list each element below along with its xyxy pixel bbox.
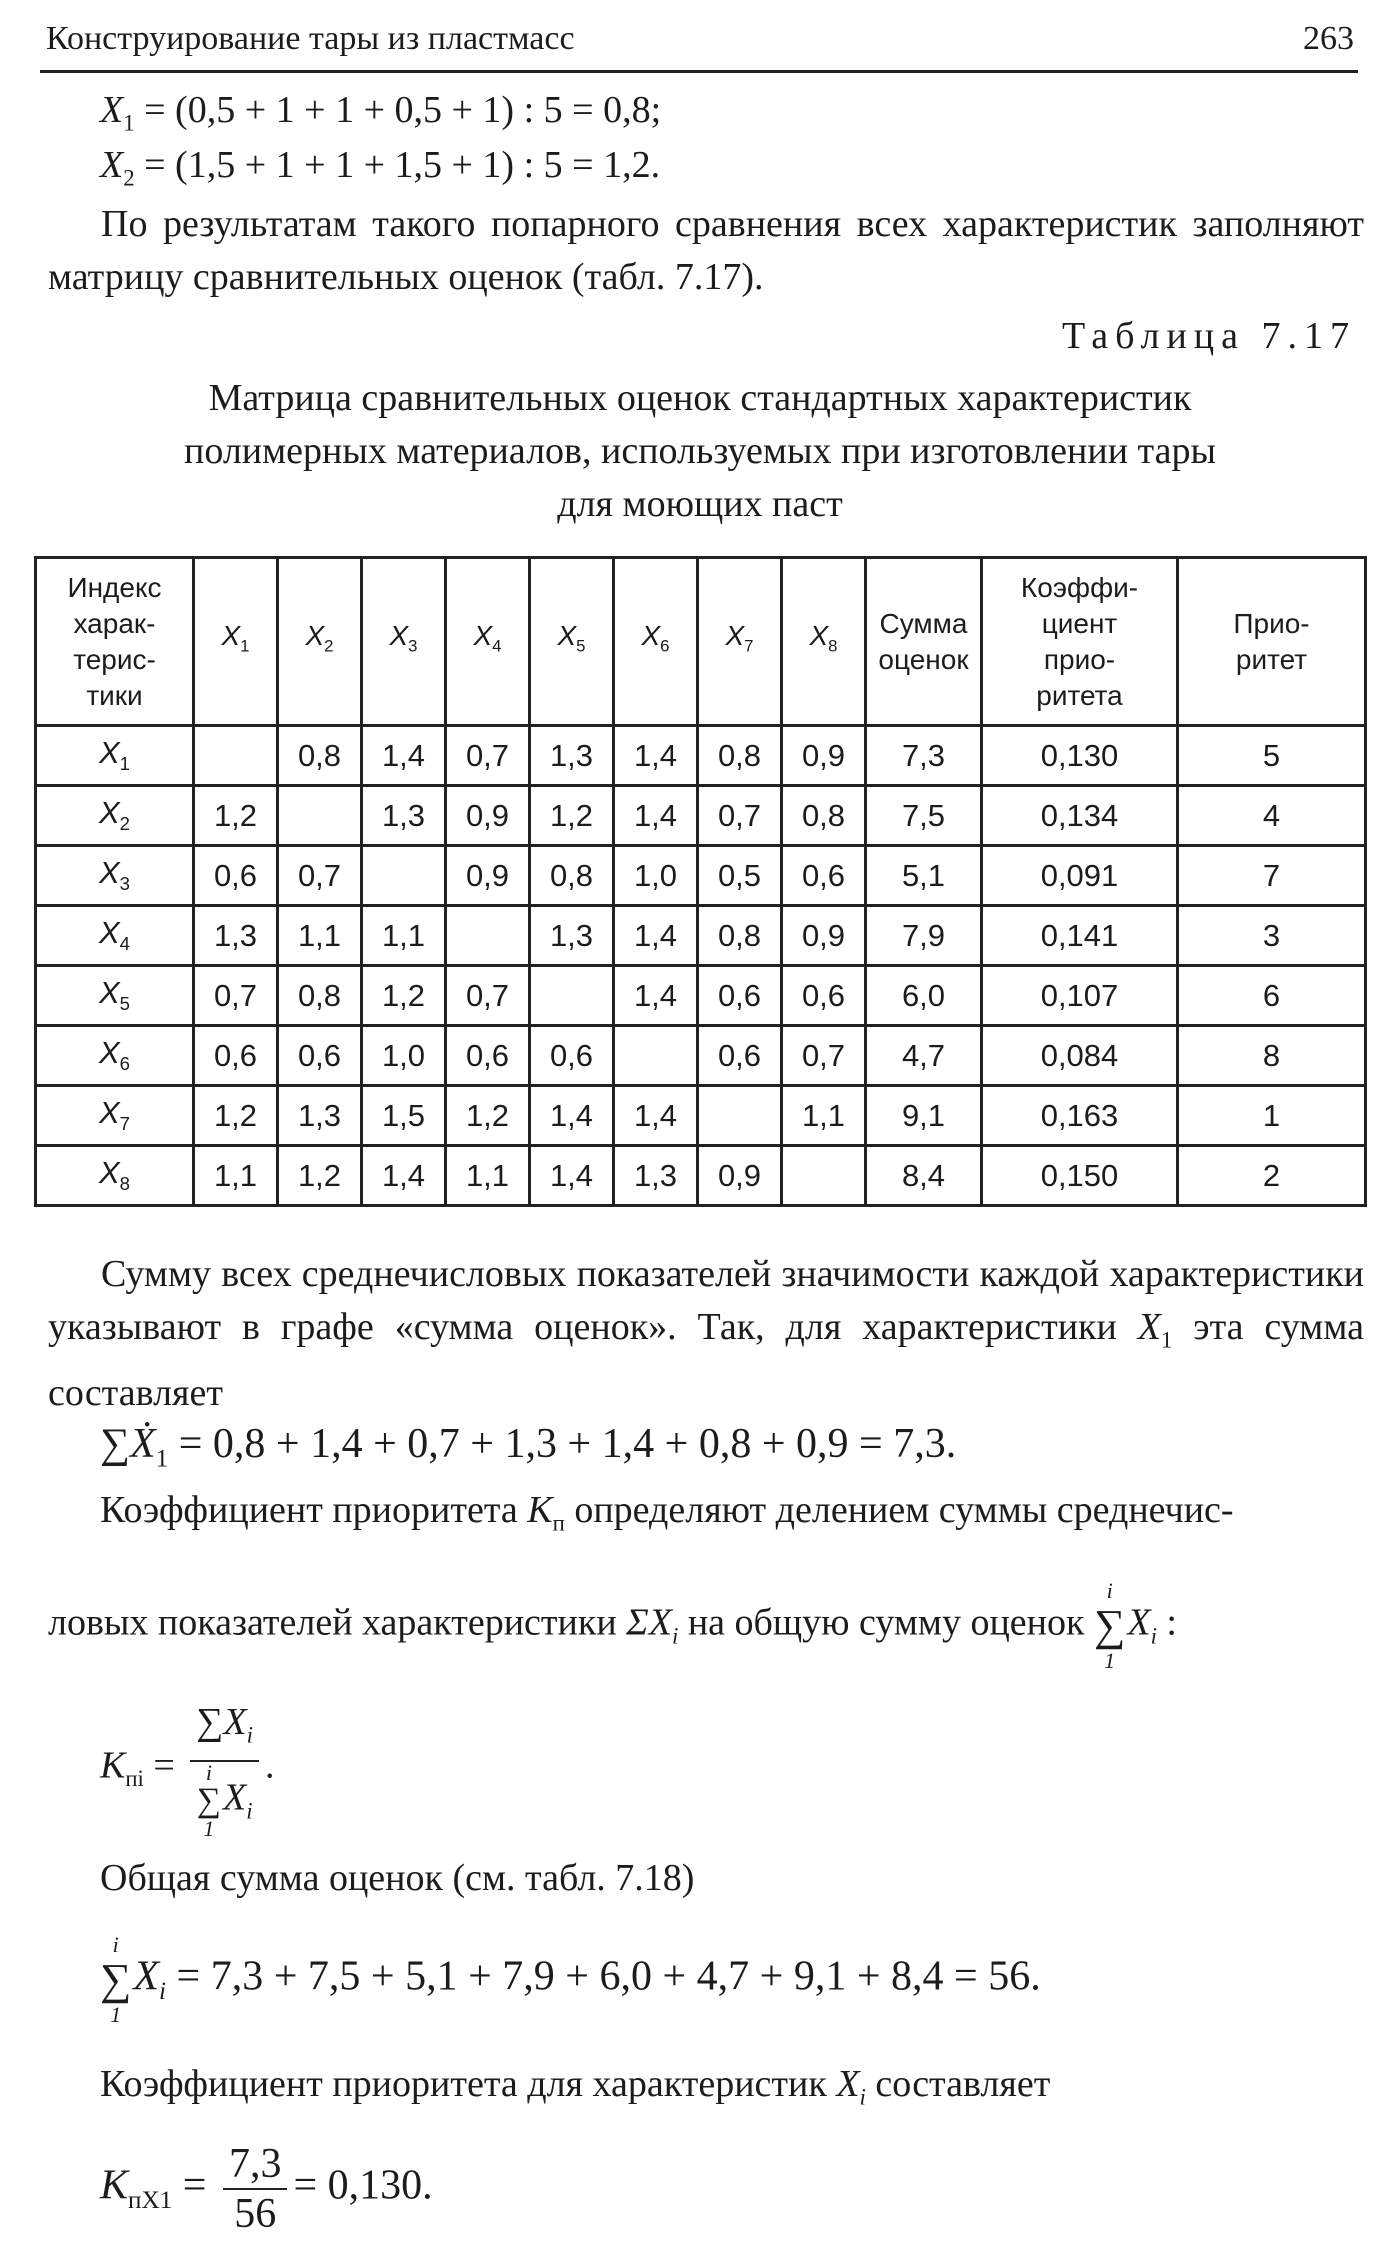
matrix-cell: 1,3 xyxy=(362,786,446,846)
matrix-cell: 0,9 xyxy=(782,726,866,786)
matrix-cell: 0,8 xyxy=(530,846,614,906)
coefficient-text: Коэффициент приоритета для характеристик $X_i$ составляет xyxy=(100,2063,1051,2110)
matrix-cell: 1,3 xyxy=(194,906,278,966)
matrix-cell: 0,6 xyxy=(194,846,278,906)
prio-cell: 3 xyxy=(1178,906,1366,966)
prio-cell: 4 xyxy=(1178,786,1366,846)
coef-cell: 0,130 xyxy=(982,726,1178,786)
matrix-cell: 1,1 xyxy=(362,906,446,966)
sum-cell: 9,1 xyxy=(866,1086,982,1146)
coef-cell: 0,150 xyxy=(982,1146,1178,1206)
matrix-cell: 1,1 xyxy=(278,906,362,966)
matrix-cell: 1,2 xyxy=(194,1086,278,1146)
header-x4: $X_4$ xyxy=(446,558,530,726)
paragraph-coefficient-line1: Коэффициент приоритета $K_п$ определяют делением суммы среднечис- xyxy=(100,1489,1234,1536)
matrix-cell: 0,5 xyxy=(698,846,782,906)
table-row xyxy=(36,1146,1366,1206)
prio-cell: 7 xyxy=(1178,846,1366,906)
matrix-cell: 0,9 xyxy=(446,846,530,906)
matrix-cell: 1,2 xyxy=(530,786,614,846)
table-row xyxy=(36,906,1366,966)
paragraph-pairwise: По результатам такого попарного сравнения всех характеристик заполняют матрицу сравнительных оценок (табл. 7.17). xyxy=(48,203,1364,298)
matrix-cell xyxy=(362,846,446,906)
header-index: Индекс харак- терис- тики xyxy=(36,558,194,726)
matrix-cell: 0,7 xyxy=(782,1026,866,1086)
matrix-cell: 1,2 xyxy=(446,1086,530,1146)
header-x3: $X_3$ xyxy=(362,558,446,726)
sum-cell: 7,3 xyxy=(866,726,982,786)
matrix-cell: 1,4 xyxy=(362,726,446,786)
matrix-cell: 1,3 xyxy=(530,906,614,966)
sum-cell: 7,9 xyxy=(866,906,982,966)
row-index-cell: $X_1$ xyxy=(36,726,194,786)
matrix-cell xyxy=(782,1146,866,1206)
header-sum: Сумма оценок xyxy=(866,558,982,726)
table-header-row xyxy=(36,558,1366,726)
row-index-cell: $X_2$ xyxy=(36,786,194,846)
matrix-cell: 1,4 xyxy=(530,1086,614,1146)
formula-priority-coefficient: $K_{пi}$ = $\sum X_i$ i ∑ 1 $X_i$ . xyxy=(100,1698,275,1840)
matrix-cell: 1,3 xyxy=(278,1086,362,1146)
matrix-cell xyxy=(446,906,530,966)
table-row xyxy=(36,966,1366,1026)
matrix-cell: 1,5 xyxy=(362,1086,446,1146)
table-row xyxy=(36,1026,1366,1086)
header-x8: $X_8$ xyxy=(782,558,866,726)
comparison-matrix-table xyxy=(34,556,1367,1207)
matrix-cell: 1,2 xyxy=(194,786,278,846)
matrix-cell xyxy=(530,966,614,1026)
matrix-cell: 1,0 xyxy=(362,1026,446,1086)
header-x7: $X_7$ xyxy=(698,558,782,726)
matrix-cell: 0,6 xyxy=(782,966,866,1026)
matrix-cell: 0,7 xyxy=(446,726,530,786)
matrix-cell xyxy=(278,786,362,846)
matrix-cell: 0,8 xyxy=(698,726,782,786)
matrix-cell: 0,8 xyxy=(698,906,782,966)
matrix-cell: 0,6 xyxy=(194,1026,278,1086)
header-x6: $X_6$ xyxy=(614,558,698,726)
coef-cell: 0,084 xyxy=(982,1026,1178,1086)
table-body xyxy=(36,726,1366,1206)
prio-cell: 1 xyxy=(1178,1086,1366,1146)
row-index-cell: $X_4$ xyxy=(36,906,194,966)
matrix-cell: 0,6 xyxy=(278,1026,362,1086)
matrix-cell: 1,4 xyxy=(530,1146,614,1206)
matrix-cell: 0,8 xyxy=(782,786,866,846)
coef-cell: 0,141 xyxy=(982,906,1178,966)
row-index-cell: $X_5$ xyxy=(36,966,194,1026)
table-row xyxy=(36,726,1366,786)
matrix-cell: 0,6 xyxy=(782,846,866,906)
row-index-cell: $X_7$ xyxy=(36,1086,194,1146)
matrix-cell: 1,1 xyxy=(446,1146,530,1206)
prio-cell: 8 xyxy=(1178,1026,1366,1086)
equation-x1: $X_1 = (0,5 + 1 + 1 + 0,5 + 1)$ : 5 = 0,8; xyxy=(100,89,662,136)
sum-cell: 5,1 xyxy=(866,846,982,906)
matrix-cell: 1,4 xyxy=(614,1086,698,1146)
total-sum-text: Общая сумма оценок (см. табл. 7.18) xyxy=(100,1857,695,1899)
fraction: $\sum X_i$ i ∑ 1 $X_i$ xyxy=(190,1698,259,1840)
table-caption: Матрица сравнительных оценок стандартных характеристик полимерных материалов, используемых при изготовлении тары для моющих паст xyxy=(184,377,1216,525)
header-x2: $X_2$ xyxy=(278,558,362,726)
matrix-cell: 1,1 xyxy=(194,1146,278,1206)
coef-cell: 0,091 xyxy=(982,846,1178,906)
equation-coefficient-x1: $K_{пX1}$ = $\frac{7,3}{56}$ = 0,130. xyxy=(100,2141,433,2237)
sum-cell: 8,4 xyxy=(866,1146,982,1206)
matrix-cell: 0,7 xyxy=(698,786,782,846)
prio-cell: 2 xyxy=(1178,1146,1366,1206)
running-header xyxy=(40,10,1358,73)
sum-cell: 4,7 xyxy=(866,1026,982,1086)
table-number: Таблица 7.17 xyxy=(1061,315,1356,357)
running-title: Конструирование тары из пластмасс xyxy=(46,20,575,57)
matrix-cell: 0,6 xyxy=(698,966,782,1026)
prio-cell: 6 xyxy=(1178,966,1366,1026)
matrix-cell: 1,2 xyxy=(362,966,446,1026)
matrix-cell: 1,4 xyxy=(362,1146,446,1206)
paragraph-sum-of-scores: Сумму всех среднечисловых показателей значимости каждой характеристики указывают в графе «сумма оценок». Так, для характеристики $X_1$ эта сумма составляет xyxy=(48,1253,1364,1414)
equation-total-sum: i ∑ 1 $X_i = 7,3 + 7,5 + 5,1 + 7,9 + 6,0 + 4,7 + 9,1 + 8,4 = 56$. xyxy=(100,1932,1041,2027)
matrix-cell: 1,4 xyxy=(614,906,698,966)
matrix-cell: 0,9 xyxy=(698,1146,782,1206)
coef-cell: 0,107 xyxy=(982,966,1178,1026)
sum-operator: i ∑ 1 xyxy=(1093,1578,1126,1673)
row-index-cell: $X_3$ xyxy=(36,846,194,906)
coef-cell: 0,163 xyxy=(982,1086,1178,1146)
matrix-cell: 0,6 xyxy=(446,1026,530,1086)
coef-cell: 0,134 xyxy=(982,786,1178,846)
matrix-cell: 1,4 xyxy=(614,966,698,1026)
matrix-cell: 0,8 xyxy=(278,966,362,1026)
matrix-cell: 1,3 xyxy=(614,1146,698,1206)
header-x1: $X_1$ xyxy=(194,558,278,726)
sum-cell: 7,5 xyxy=(866,786,982,846)
row-index-cell: $X_6$ xyxy=(36,1026,194,1086)
matrix-cell: 1,3 xyxy=(530,726,614,786)
matrix-cell: 1,0 xyxy=(614,846,698,906)
matrix-cell xyxy=(194,726,278,786)
matrix-cell: 1,2 xyxy=(278,1146,362,1206)
matrix-cell: 0,6 xyxy=(530,1026,614,1086)
matrix-cell xyxy=(614,1026,698,1086)
header-x5: $X_5$ xyxy=(530,558,614,726)
equation-sum-x1: ∑Ẋ$_1$ = 0,8 + 1,4 + 0,7 + 1,3 + 1,4 + 0,8 + 0,9 = 7,3. xyxy=(100,1421,957,1473)
matrix-cell: 0,9 xyxy=(446,786,530,846)
matrix-cell: 1,4 xyxy=(614,786,698,846)
matrix-cell xyxy=(698,1086,782,1146)
row-index-cell: $X_8$ xyxy=(36,1146,194,1206)
header-priority: Прио- ритет xyxy=(1178,558,1366,726)
matrix-cell: 0,9 xyxy=(782,906,866,966)
matrix-cell: 0,7 xyxy=(278,846,362,906)
prio-cell: 5 xyxy=(1178,726,1366,786)
matrix-cell: 0,7 xyxy=(446,966,530,1026)
paragraph-coefficient-line2: ловых показателей характеристики $\Sigma X_i$ на общую сумму оценок i ∑ 1 $X_i$ : xyxy=(48,1578,1177,1673)
equation-x2: $X_2 = (1,5 + 1 + 1 + 1,5 + 1)$ : 5 = 1,2. xyxy=(100,144,661,191)
header-coef: Коэффи- циент прио- ритета xyxy=(982,558,1178,726)
matrix-cell: 0,8 xyxy=(278,726,362,786)
matrix-cell: 1,1 xyxy=(782,1086,866,1146)
matrix-cell: 0,6 xyxy=(698,1026,782,1086)
table-row xyxy=(36,846,1366,906)
table-row xyxy=(36,1086,1366,1146)
page-number: 263 xyxy=(1303,20,1354,57)
sum-cell: 6,0 xyxy=(866,966,982,1026)
matrix-cell: 1,4 xyxy=(614,726,698,786)
matrix-cell: 0,7 xyxy=(194,966,278,1026)
table-row xyxy=(36,786,1366,846)
